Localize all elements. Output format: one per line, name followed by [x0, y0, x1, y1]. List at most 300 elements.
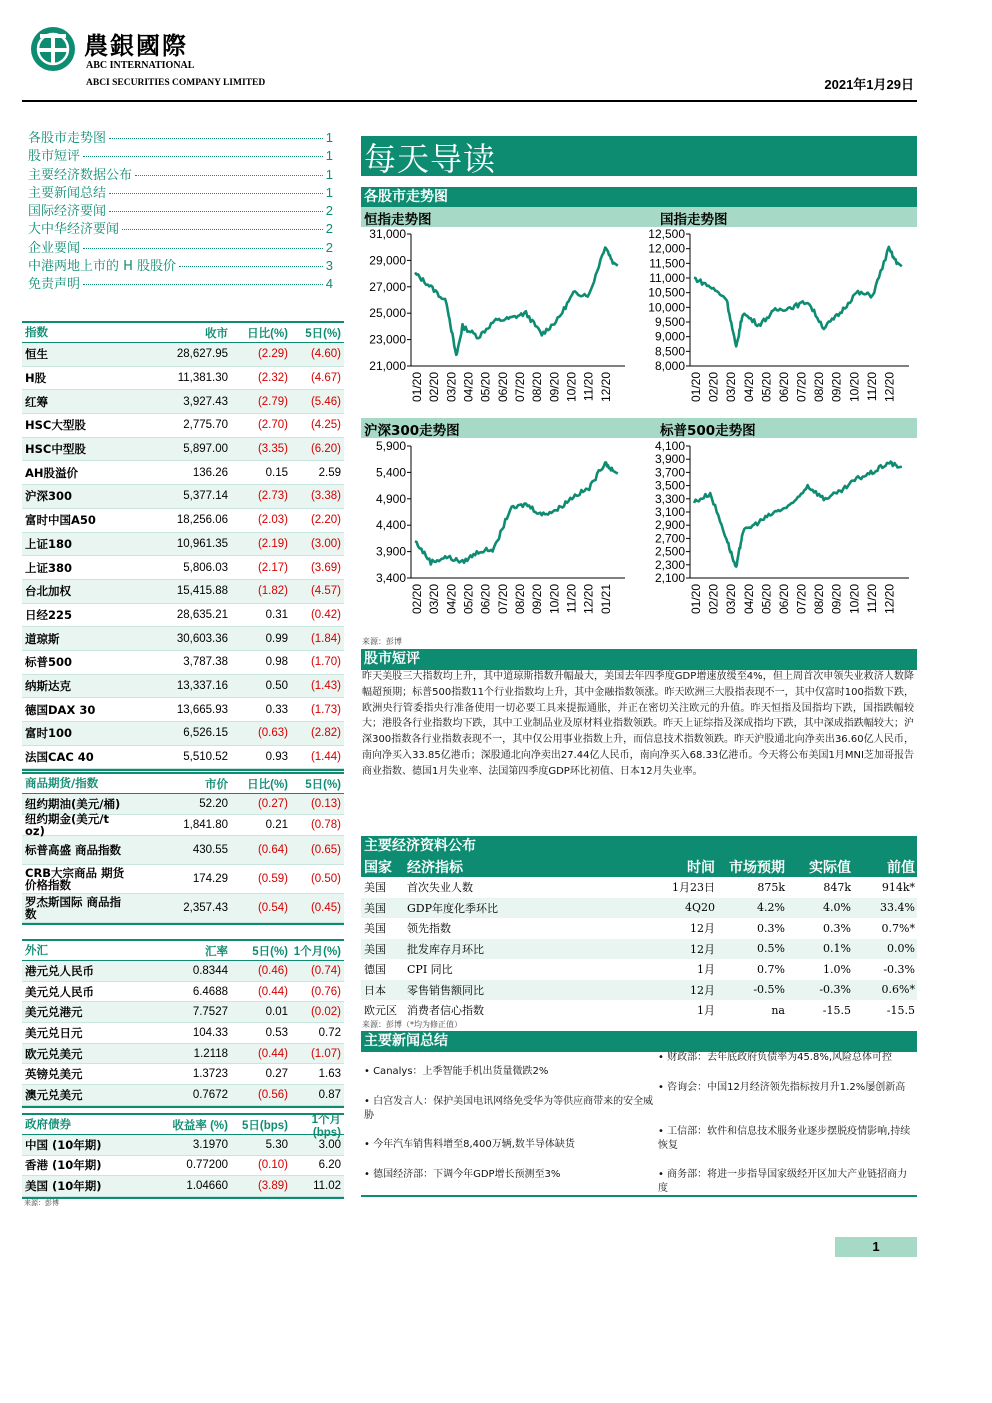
column-header: 日比(%): [247, 778, 288, 791]
cell-value: 847k: [823, 880, 851, 894]
cell-value: 5.30: [265, 1138, 288, 1151]
row-label: 中国 (10年期): [25, 1137, 102, 1152]
x-tick-label: 02/20: [427, 372, 442, 403]
cell-value: -15.5: [886, 1003, 915, 1017]
index-row: [22, 438, 344, 462]
toc-entry[interactable]: [28, 218, 333, 236]
index-row: [22, 343, 344, 367]
cell-value: (0.50): [310, 873, 341, 885]
cell-value: (0.76): [310, 985, 341, 998]
x-tick-label: 11/20: [864, 584, 879, 614]
cell-value: 7.7527: [192, 1006, 228, 1019]
column-header: 经济指标: [407, 859, 463, 876]
cell-value: 0.01: [265, 1006, 288, 1019]
cell-value: 1月23日: [672, 881, 715, 895]
cell-value: 875k: [757, 880, 785, 894]
toc-entry-page: 1: [325, 184, 333, 200]
index-row: [22, 367, 344, 391]
cell-value: 11,381.30: [177, 372, 228, 385]
row-label: HSC中型股: [25, 442, 86, 457]
y-tick-label: 3,500: [654, 478, 685, 493]
chart-source: 来源：彭博: [362, 637, 402, 646]
cell-value: 美国: [364, 942, 386, 956]
bond-row: [22, 1156, 344, 1177]
row-label: 罗杰斯国际 商品指数: [25, 894, 122, 921]
economic-source: 来源：彭博（*均为修正值）: [362, 1020, 462, 1029]
cell-value: 2,357.43: [183, 902, 228, 914]
cell-value: (6.20): [310, 443, 341, 456]
cell-value: (2.70): [257, 419, 288, 432]
cell-value: 德国: [364, 963, 386, 977]
commentary-header: 股市短评: [361, 649, 917, 670]
y-tick-label: 2,700: [654, 531, 685, 546]
row-label: 台北加权: [25, 584, 71, 599]
cell-value: 0.0%: [887, 942, 915, 956]
y-tick-label: 12,500: [648, 227, 685, 241]
cell-value: (1.44): [310, 751, 341, 764]
series-line: [415, 462, 618, 564]
cell-value: 0.1%: [823, 942, 851, 956]
row-label: 日经225: [25, 607, 73, 622]
x-tick-label: 11/20: [581, 372, 596, 402]
x-tick-label: 10/20: [547, 584, 562, 615]
cell-value: 欧元区: [364, 1004, 397, 1018]
toc-entry-page: 1: [325, 166, 333, 182]
fx-table: [22, 939, 344, 1108]
x-tick-label: 10/20: [564, 372, 579, 403]
toc-entry-label: 国际经济要闻: [28, 204, 107, 220]
cell-value: 12月: [690, 942, 715, 956]
cell-value: 12月: [690, 922, 715, 936]
bond-row: [22, 1135, 344, 1156]
chart-title-hsi: 恒指走势图: [364, 212, 432, 228]
y-tick-label: 3,100: [654, 505, 685, 519]
index-row: [22, 675, 344, 699]
column-header: 日比(%): [247, 327, 288, 340]
cell-value: 5,510.52: [183, 751, 228, 764]
toc-entry[interactable]: [28, 237, 333, 255]
cell-value: -0.5%: [753, 983, 785, 997]
y-tick-label: 4,900: [375, 491, 406, 506]
cell-value: (0.46): [257, 964, 288, 977]
cell-value: (2.79): [257, 395, 288, 408]
page-title: 每天导读: [364, 140, 497, 178]
toc-entry[interactable]: [28, 164, 333, 182]
row-label: 上证380: [25, 560, 73, 575]
column-header: 5日(bps): [242, 1119, 288, 1132]
economic-row: [361, 959, 917, 980]
row-label: 美元兑人民币: [25, 984, 94, 999]
cell-value: (2.82): [310, 727, 341, 740]
cell-value: 1,841.80: [183, 819, 228, 831]
cell-value: 0.33: [265, 703, 288, 716]
x-tick-label: 01/20: [689, 372, 703, 403]
toc-leader-dots: [83, 248, 323, 249]
economic-table: [361, 856, 917, 1021]
cell-value: 3.00: [318, 1138, 341, 1151]
column-header: 市场预期: [729, 859, 785, 876]
cell-value: 0.8344: [192, 964, 228, 977]
cell-value: (0.56): [257, 1088, 288, 1101]
cell-value: 消费者信心指数: [407, 1004, 484, 1018]
y-tick-label: 5,900: [375, 439, 406, 453]
cell-value: 0.5%: [757, 942, 785, 956]
cell-value: 13,337.16: [176, 679, 228, 692]
toc-entry-label: 中港两地上市的 H 股股价: [28, 259, 177, 275]
cell-value: 领先指数: [407, 922, 451, 936]
cell-value: 3,787.38: [183, 656, 228, 669]
toc-entry[interactable]: [28, 127, 333, 145]
row-label: 欧元兑美元: [25, 1046, 83, 1061]
cell-value: (1.70): [310, 656, 341, 669]
x-tick-label: 02/20: [706, 584, 721, 615]
toc-leader-dots: [135, 175, 323, 176]
hscei-line-chart: [640, 228, 915, 413]
toc-entry-page: 2: [325, 239, 333, 255]
row-label: 纳斯达克: [25, 678, 71, 693]
news-item: • 今年汽车销售料增至8,400万辆,数半导体缺货: [364, 1139, 575, 1150]
column-header: 时间: [687, 859, 715, 876]
cell-value: (2.29): [257, 348, 288, 361]
column-header: 市价: [205, 778, 228, 791]
column-header: 收益率 (%): [172, 1119, 228, 1132]
cell-value: 0.53: [265, 1026, 288, 1039]
x-tick-label: 03/20: [724, 584, 739, 615]
toc-entry-page: 2: [325, 221, 333, 237]
toc-leader-dots: [109, 138, 323, 139]
x-tick-label: 04/20: [461, 372, 476, 403]
cell-value: (2.73): [257, 490, 288, 503]
cell-value: 美国: [364, 881, 386, 895]
cell-value: (3.38): [310, 490, 341, 503]
cell-value: (0.10): [257, 1159, 288, 1172]
toc-entry[interactable]: [28, 200, 333, 218]
news-item: • Canalys：上季智能手机出货量微跌2%: [364, 1066, 549, 1077]
y-tick-label: 23,000: [369, 332, 406, 347]
toc-entry[interactable]: [28, 182, 333, 200]
news-item: • 白宫发言人：保护美国电讯网络免受华为等供应商带来的安全威胁: [364, 1096, 654, 1121]
y-tick-label: 9,500: [654, 315, 685, 329]
series-line: [415, 248, 618, 355]
index-row: [22, 509, 344, 533]
table-header: [22, 321, 344, 343]
y-tick-label: 3,400: [375, 571, 406, 585]
cell-value: 0.3%: [823, 921, 851, 935]
row-label: 纽约期油(美元/桶): [25, 796, 121, 811]
chart-title-hscei: 国指走势图: [660, 212, 728, 228]
cell-value: 15,415.88: [176, 585, 228, 598]
cell-value: (3.00): [310, 537, 341, 550]
fx-row: [22, 1085, 344, 1106]
cell-value: 日本: [364, 983, 386, 997]
cell-value: 2,775.70: [183, 419, 228, 432]
x-tick-label: 12/20: [598, 372, 613, 403]
y-tick-label: 27,000: [369, 279, 406, 294]
cell-value: 10,961.35: [176, 537, 228, 550]
cell-value: 零售销售额同比: [407, 983, 484, 997]
index-row: [22, 604, 344, 628]
column-header: 5日(%): [305, 778, 341, 791]
y-tick-label: 31,000: [369, 227, 406, 241]
cell-value: (1.07): [310, 1047, 341, 1060]
cell-value: (0.78): [310, 819, 341, 831]
cell-value: (2.03): [257, 514, 288, 527]
economic-row: [361, 898, 917, 919]
series-line: [694, 462, 902, 567]
toc-leader-dots: [83, 284, 323, 285]
cell-value: -0.3%: [819, 983, 851, 997]
brand-name-en: ABC INTERNATIONAL: [86, 60, 195, 71]
y-tick-label: 4,400: [375, 518, 406, 533]
cell-value: 0.27: [265, 1068, 288, 1081]
cell-value: (0.74): [310, 964, 341, 977]
commodity-row: [22, 811, 344, 838]
row-label: 富时中国A50: [25, 513, 96, 528]
row-label: 美国 (10年期): [25, 1178, 102, 1193]
x-tick-label: 07/20: [513, 372, 527, 403]
toc-leader-dots: [122, 229, 323, 230]
cell-value: (0.44): [257, 985, 288, 998]
cell-value: 1.04660: [186, 1179, 228, 1192]
fx-row: [22, 1002, 344, 1023]
cell-value: (1.43): [310, 679, 341, 692]
index-row: [22, 627, 344, 651]
x-tick-label: 02/20: [410, 584, 424, 615]
toc-entry-page: 1: [325, 148, 333, 164]
cell-value: (0.27): [257, 798, 288, 810]
row-label: 道琼斯: [25, 631, 60, 646]
cell-value: 5,377.14: [183, 490, 228, 503]
x-tick-label: 12/20: [581, 584, 596, 615]
y-tick-label: 5,400: [375, 465, 406, 480]
cell-value: (0.02): [310, 1006, 341, 1019]
cell-value: 1.0%: [823, 962, 851, 976]
index-row: [22, 746, 344, 770]
x-tick-label: 08/20: [812, 372, 827, 403]
chart-title-sp500: 标普500走势图: [660, 423, 756, 439]
row-label: 沪深300: [25, 489, 73, 504]
cell-value: (0.59): [257, 873, 288, 885]
cell-value: 0.6%*: [881, 983, 915, 997]
column-header: 5日(%): [252, 945, 288, 958]
fx-row: [22, 982, 344, 1003]
economic-row: [361, 1000, 917, 1021]
toc-leader-dots: [179, 266, 323, 267]
fx-row: [22, 1023, 344, 1044]
cell-value: 0.31: [265, 608, 288, 621]
header-divider: [22, 100, 917, 102]
row-label: H股: [25, 371, 47, 385]
index-row: [22, 698, 344, 722]
cell-value: GDP年度化季环比: [407, 901, 499, 915]
bond-row: [22, 1176, 344, 1197]
cell-value: 52.20: [199, 798, 228, 810]
x-tick-label: 09/20: [829, 372, 844, 403]
economic-row: [361, 877, 917, 898]
cell-value: 33.4%: [880, 901, 915, 915]
cell-value: 0.50: [265, 679, 288, 692]
cell-value: 18,256.06: [176, 514, 228, 527]
row-label: 富时100: [25, 726, 73, 741]
toc-entry[interactable]: [28, 273, 333, 291]
toc-entry[interactable]: [28, 145, 333, 163]
y-tick-label: 29,000: [369, 253, 406, 268]
cell-value: -0.3%: [883, 962, 915, 976]
cell-value: 28,627.95: [176, 348, 228, 361]
cell-value: 0.21: [265, 819, 288, 831]
column-header: 外汇: [25, 943, 48, 958]
fx-row: [22, 961, 344, 982]
cell-value: CPI 同比: [407, 963, 453, 977]
toc-entry-label: 企业要闻: [28, 240, 81, 256]
market-commentary: 昨天美股三大指数均上升，其中道琼斯指数升幅最大，美国去年四季度GDP增速放缓至4%，但上周首次申领失业救济人数降幅超预期；标普500指数11个行业指数均上升，其中金融指数领涨。昨天欧洲三大股指表现不一，其中仅富时100指数下跌，欧洲央行管委指央行准备使用一切必要工具来提振通胀，并正在密切关注欧元的升值。昨天恒指及国指均下跌，国指跌幅较大；港股各行业指数均下跌，其中工业制品业及原材料业指数领跌。昨天上证综指及深成指均下跌，其中深成指跌幅较大；沪深300指数各行业指数表现不一，其中仅公用事业指数上升，而信息技术指数领跌。昨天沪股通北向净卖出36.60亿人民币，南向净买入33.85亿港币；深股通北向净卖出27.44亿人民币，南向净买入68.33亿港币。今天将公布美国1月MNI芝加哥报告商业指数、德国1月失业率、法国第四季度GDP环比初值、日本12月失业率。: [362, 671, 914, 777]
economic-row: [361, 918, 917, 939]
cell-value: 1.3723: [192, 1068, 228, 1081]
y-tick-label: 8,000: [654, 359, 685, 373]
hsi-line-chart: [361, 228, 631, 413]
y-tick-label: 2,100: [654, 571, 685, 585]
toc-entry-label: 主要新闻总结: [28, 185, 107, 201]
cell-value: 0.7%*: [881, 921, 915, 935]
brand-name-cn: 農銀國際: [84, 31, 188, 60]
cell-value: (0.45): [310, 902, 341, 914]
cell-value: (1.73): [310, 703, 341, 716]
column-header: 商品期货/指数: [25, 776, 99, 791]
cell-value: (1.82): [257, 585, 288, 598]
left-bottom-divider: [22, 1197, 344, 1199]
x-tick-label: 05/20: [759, 584, 774, 615]
x-tick-label: 08/20: [530, 372, 545, 403]
cell-value: 0.93: [265, 751, 288, 764]
cell-value: (0.13): [310, 798, 341, 810]
report-date: 2021年1月29日: [824, 77, 914, 92]
charts-row1-bar: [361, 207, 917, 227]
row-label: 美元兑港元: [25, 1005, 83, 1020]
cell-value: 13,665.93: [176, 703, 228, 716]
cell-value: 批发库存月环比: [407, 942, 484, 956]
y-tick-label: 3,900: [375, 544, 406, 559]
news-item: • 工信部：软件和信息技术服务业逐步摆脱疫情影响,持续恢复: [658, 1126, 911, 1151]
x-tick-label: 05/20: [478, 372, 493, 403]
toc-leader-dots: [109, 211, 323, 212]
cell-value: (3.35): [257, 443, 288, 456]
cell-value: 12月: [690, 983, 715, 997]
csi300-line-chart: [361, 440, 631, 630]
row-label: 德国DAX 30: [25, 702, 96, 717]
commodity-row: [22, 836, 344, 865]
news-item: • 财政部：去年底政府负债率为45.8%,风险总体可控: [658, 1052, 893, 1063]
cell-value: 4Q20: [684, 901, 715, 915]
row-label: 标普500: [25, 655, 73, 670]
cell-value: 6.4688: [192, 985, 228, 998]
commodity-row: [22, 894, 344, 923]
cell-value: 0.87: [318, 1088, 341, 1101]
x-tick-label: 03/20: [724, 372, 739, 403]
row-label: AH股溢价: [25, 465, 79, 480]
column-header: 国家: [364, 859, 392, 876]
cell-value: (0.44): [257, 1047, 288, 1060]
cell-value: 2.59: [318, 466, 341, 479]
toc-entry-page: 3: [325, 258, 333, 274]
table-header: [22, 939, 344, 961]
cell-value: 1月: [697, 1004, 715, 1018]
x-tick-label: 07/20: [794, 372, 809, 403]
cell-value: 6.20: [318, 1159, 341, 1172]
row-label: 纽约期金(美元/t oz): [25, 811, 109, 838]
column-header: 汇率: [205, 945, 228, 958]
fx-row: [22, 1044, 344, 1065]
toc-entry-page: 4: [325, 276, 333, 292]
x-tick-label: 09/20: [547, 372, 562, 403]
row-label: 澳元兑美元: [25, 1087, 83, 1102]
index-row: [22, 390, 344, 414]
index-row: [22, 485, 344, 509]
x-tick-label: 01/21: [598, 584, 613, 615]
cell-value: 0.3%: [757, 921, 785, 935]
news-header: 主要新闻总结: [361, 1031, 917, 1052]
cell-value: 1.2118: [193, 1047, 228, 1060]
cell-value: 0.72: [318, 1026, 341, 1039]
cell-value: 4.0%: [823, 901, 851, 915]
cell-value: 1月: [697, 963, 715, 977]
economic-table-header: [361, 856, 917, 877]
cell-value: 136.26: [192, 466, 228, 479]
cell-value: 3,927.43: [183, 395, 228, 408]
y-tick-label: 21,000: [369, 359, 406, 373]
bonds-table: [22, 1113, 344, 1199]
cell-value: (3.89): [257, 1179, 288, 1192]
cell-value: 430.55: [192, 844, 228, 856]
y-tick-label: 3,300: [654, 491, 685, 506]
y-tick-label: 3,900: [654, 452, 685, 467]
index-row: [22, 533, 344, 557]
cell-value: 首次失业人数: [407, 881, 473, 895]
x-tick-label: 06/20: [478, 584, 493, 615]
y-tick-label: 11,000: [649, 271, 685, 285]
cell-value: 0.7672: [192, 1088, 228, 1101]
cell-value: (2.17): [257, 561, 288, 574]
row-label: CRB大宗商品 期货价格指数: [25, 865, 125, 892]
toc-entry-page: 2: [325, 203, 333, 219]
commodities-table: [22, 772, 344, 925]
toc-entry-label: 各股市走势图: [28, 131, 107, 146]
x-tick-label: 06/20: [776, 584, 791, 615]
cell-value: 28,635.21: [176, 608, 228, 621]
cell-value: 美国: [364, 901, 386, 915]
cell-value: (4.67): [310, 372, 341, 385]
cell-value: -15.5: [822, 1003, 851, 1017]
table-header: [22, 1113, 344, 1139]
toc-entry[interactable]: [28, 255, 333, 273]
y-tick-label: 10,500: [648, 285, 685, 300]
table-header: [22, 772, 344, 794]
x-tick-label: 09/20: [829, 584, 844, 615]
y-tick-label: 3,700: [654, 465, 685, 480]
x-tick-label: 08/20: [513, 584, 527, 615]
toc-entry-label: 主要经济数据公布: [28, 167, 133, 183]
economic-row: [361, 939, 917, 960]
charts-section-header: 各股市走势图: [361, 187, 917, 208]
cell-value: na: [771, 1003, 785, 1017]
x-tick-label: 05/20: [461, 584, 476, 615]
x-tick-label: 12/20: [882, 372, 897, 403]
x-tick-label: 03/20: [427, 584, 442, 615]
commodity-row: [22, 865, 344, 894]
news-bottom-divider: [361, 1195, 917, 1197]
series-line: [694, 247, 902, 347]
y-tick-label: 2,500: [654, 544, 685, 559]
cell-value: (0.42): [310, 608, 341, 621]
